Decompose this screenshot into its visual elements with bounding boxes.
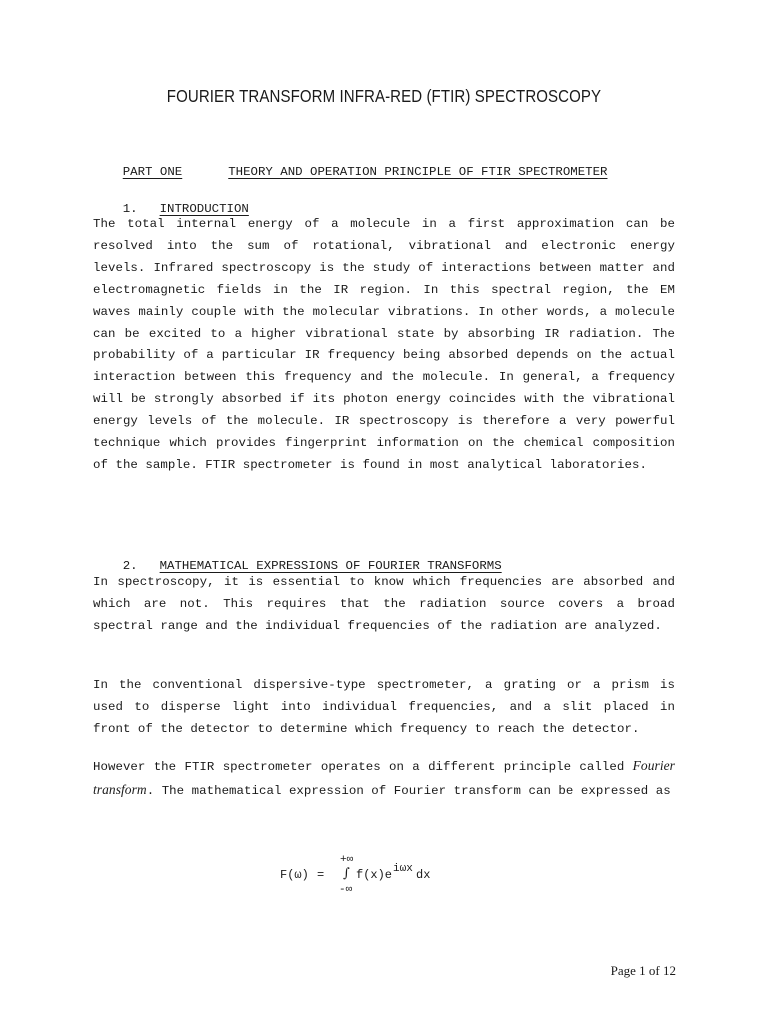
section-1-paragraph: The total internal energy of a molecule in a first approximation can be resolved into the sum of rotational, vibrational and electronic energy levels. Infrared spectroscopy is the study of interactions between matter and electromagnetic fields in the IR region. In this spectral region, the EM waves mainly couple with the molecular vibrations. In other words, a molecule can be excited to a higher vibrational state by absorbing IR radiation. The probability of a particular IR frequency being absorbed depends on the actual interaction between this frequency and the molecule. In general, a frequency will be strongly absorbed if its photon energy coincides with the vibrational energy levels of the molecule. IR spectroscopy is therefore a very powerful technique which provides fingerprint information on the chemical composition of the sample. FTIR spectrometer is found in most analytical laboratories.: [93, 217, 675, 472]
part-heading: [93, 151, 607, 193]
equation-integrand: f(x)e: [356, 868, 393, 882]
equation-lower-limit: -∞: [339, 884, 353, 896]
paragraph-3-start: However the FTIR spectrometer operates on a different principle called: [93, 760, 633, 774]
section-2-paragraph-2: In the conventional dispersive-type spectrometer, a grating or a prism is used to disperse light into individual frequencies, and a slit placed in front of the detector to determine which frequency to reach the detector.: [93, 678, 675, 736]
equation-differential: dx: [416, 868, 431, 882]
equation-equals: =: [317, 868, 325, 882]
equation-upper-limit: +∞: [340, 854, 354, 866]
part-title: THEORY AND OPERATION PRINCIPLE OF FTIR SPECTROMETER: [228, 165, 608, 179]
page-number: Page 1 of 12: [610, 963, 676, 978]
section-2-number: 2.: [122, 559, 138, 573]
section-1-number: 1.: [122, 202, 138, 216]
paragraph-3-italic: Fourier transform: [93, 758, 675, 797]
document-title: FOURIER TRANSFORM INFRA-RED (FTIR) SPECTROSCOPY: [166, 86, 602, 106]
equation-lhs: F(ω): [280, 868, 309, 882]
equation-exponent: iωx: [393, 863, 413, 875]
integral-sign: ∫: [343, 866, 350, 881]
section-2-paragraph-1: In spectroscopy, it is essential to know which frequencies are absorbed and which are not. This requires that the radiation source covers a broad spectral range and the individual frequencies of the radiation are analyzed.: [93, 575, 675, 633]
section-1-title: INTRODUCTION: [159, 202, 249, 216]
part-label: PART ONE: [122, 165, 183, 179]
paragraph-3-end: . The mathematical expression of Fourier transform can be expressed as: [146, 783, 671, 798]
section-2-title: MATHEMATICAL EXPRESSIONS OF FOURIER TRANSFORMS: [159, 559, 502, 573]
section-2-paragraph-3: [93, 755, 675, 803]
